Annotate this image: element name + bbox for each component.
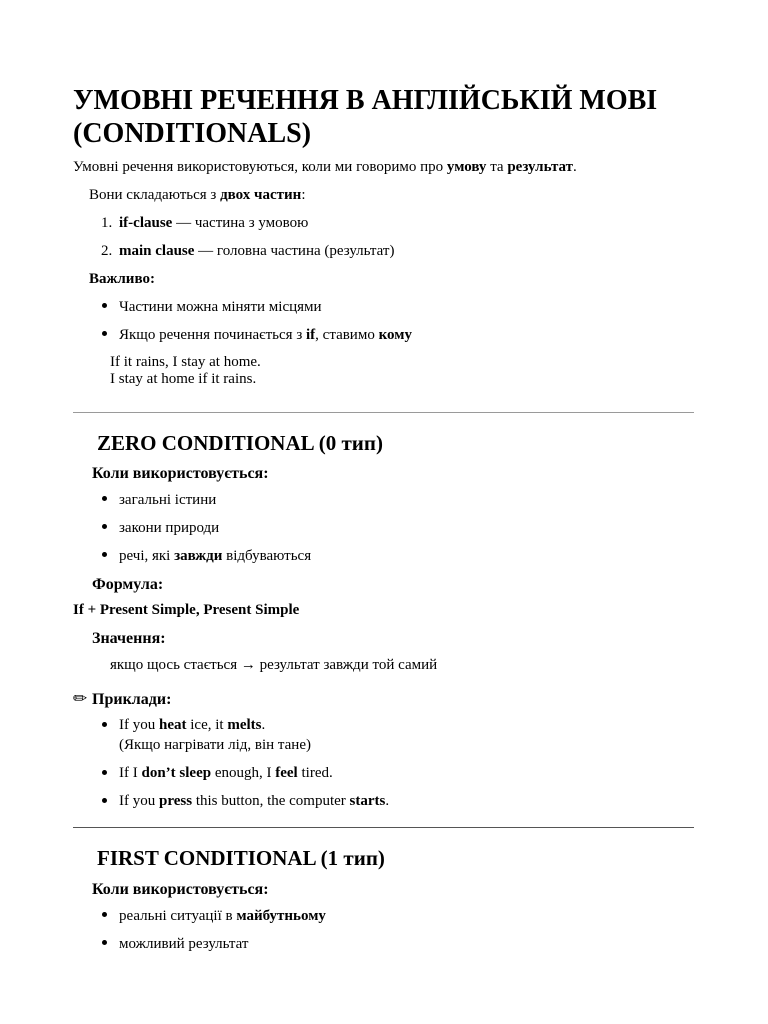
example-line: I stay at home if it rains. — [110, 371, 257, 387]
intro-text-2: та — [486, 159, 508, 175]
formula-text: If + Present Simple, Present Simple — [73, 602, 300, 618]
list-item-text: . — [261, 717, 266, 733]
when-used-label: Коли використовується: — [92, 881, 269, 898]
list-item: загальні істини — [119, 492, 217, 508]
list-item-bold: don’t sleep — [141, 765, 212, 781]
list-item: можливий результат — [119, 936, 249, 952]
parts-text-1: Вони складаються з — [89, 187, 221, 203]
numbered-item — [101, 242, 112, 260]
list-item-text: речі, які — [119, 548, 175, 564]
list-item-text: tired. — [297, 765, 333, 781]
numbered-item-text — [119, 214, 308, 232]
item-bold: if-clause — [119, 215, 173, 231]
bullet-icon — [102, 524, 107, 529]
item-bold: main clause — [119, 243, 195, 259]
list-item-text: this button, the computer — [192, 793, 350, 809]
list-item — [119, 764, 333, 782]
intro-bold-condition: умову — [446, 159, 487, 175]
bullet-icon — [102, 722, 107, 727]
item-rest: — частина з умовою — [172, 215, 309, 231]
parts-bold: двох частин — [220, 187, 302, 203]
list-item-bold: feel — [275, 765, 298, 781]
section-heading-first: FIRST CONDITIONAL (1 тип) — [97, 846, 385, 870]
bullet-icon — [102, 331, 107, 336]
list-item-text: відбуваються — [222, 548, 312, 564]
section-heading-zero: ZERO CONDITIONAL (0 тип) — [97, 431, 383, 455]
list-item-text: If I — [119, 765, 142, 781]
list-item — [119, 547, 311, 565]
list-item-text: реальні ситуації в — [119, 908, 237, 924]
list-item-text: , ставимо — [315, 327, 379, 343]
item-number: 2. — [101, 243, 113, 259]
important-label: Важливо: — [89, 271, 155, 287]
meaning-text: якщо щось стається → результат завжди той самий — [110, 657, 438, 673]
bullet-icon — [102, 303, 107, 308]
list-item-text: If you — [119, 717, 159, 733]
list-item-bold: if — [306, 327, 316, 343]
list-item-bold: heat — [159, 717, 187, 733]
list-item-text: If you — [119, 793, 159, 809]
list-item-bold: press — [159, 793, 193, 809]
when-used-label: Коли використовується: — [92, 465, 269, 482]
intro-text-1: Умовні речення використовуються, коли ми говоримо про — [73, 159, 447, 175]
examples-label: Приклади: — [92, 691, 172, 708]
list-item-text: Якщо речення починається з — [119, 327, 306, 343]
list-item-bold: melts — [227, 717, 262, 733]
intro-text-3: . — [573, 159, 577, 175]
example-line: If it rains, I stay at home. — [110, 354, 261, 370]
numbered-item — [101, 214, 112, 232]
meaning-label: Значення: — [92, 630, 166, 647]
parts-paragraph — [89, 186, 305, 204]
list-item-text: ice, it — [186, 717, 228, 733]
list-item: закони природи — [119, 520, 220, 536]
list-item — [119, 326, 412, 344]
page-title: УМОВНІ РЕЧЕННЯ В АНГЛІЙСЬКІЙ МОВІ (CONDITIONALS) — [73, 85, 658, 149]
list-item — [119, 907, 326, 925]
list-item-text: enough, I — [211, 765, 276, 781]
intro-paragraph — [73, 158, 577, 176]
parts-text-2: : — [301, 187, 306, 203]
list-item — [119, 792, 389, 810]
item-rest: — головна частина (результат) — [194, 243, 395, 259]
list-item-bold: starts — [349, 793, 386, 809]
bullet-icon — [102, 912, 107, 917]
item-number: 1. — [101, 215, 113, 231]
list-item: Частини можна міняти місцями — [119, 299, 322, 315]
section-divider — [73, 412, 694, 413]
bullet-icon — [102, 496, 107, 501]
list-item-text: . — [385, 793, 390, 809]
list-item-bold: майбутньому — [236, 908, 326, 924]
bullet-icon — [102, 770, 107, 775]
intro-bold-result: результат — [507, 159, 573, 175]
pencil-icon: ✏ — [73, 689, 88, 709]
section-divider — [73, 827, 694, 828]
list-item — [119, 716, 265, 734]
formula-label: Формула: — [92, 576, 164, 593]
example-translation: (Якщо нагрівати лід, він тане) — [119, 737, 311, 753]
bullet-icon — [102, 798, 107, 803]
bullet-icon — [102, 552, 107, 557]
bullet-icon — [102, 940, 107, 945]
list-item-bold: завжди — [174, 548, 223, 564]
numbered-item-text — [119, 242, 394, 260]
list-item-bold: кому — [378, 327, 412, 343]
